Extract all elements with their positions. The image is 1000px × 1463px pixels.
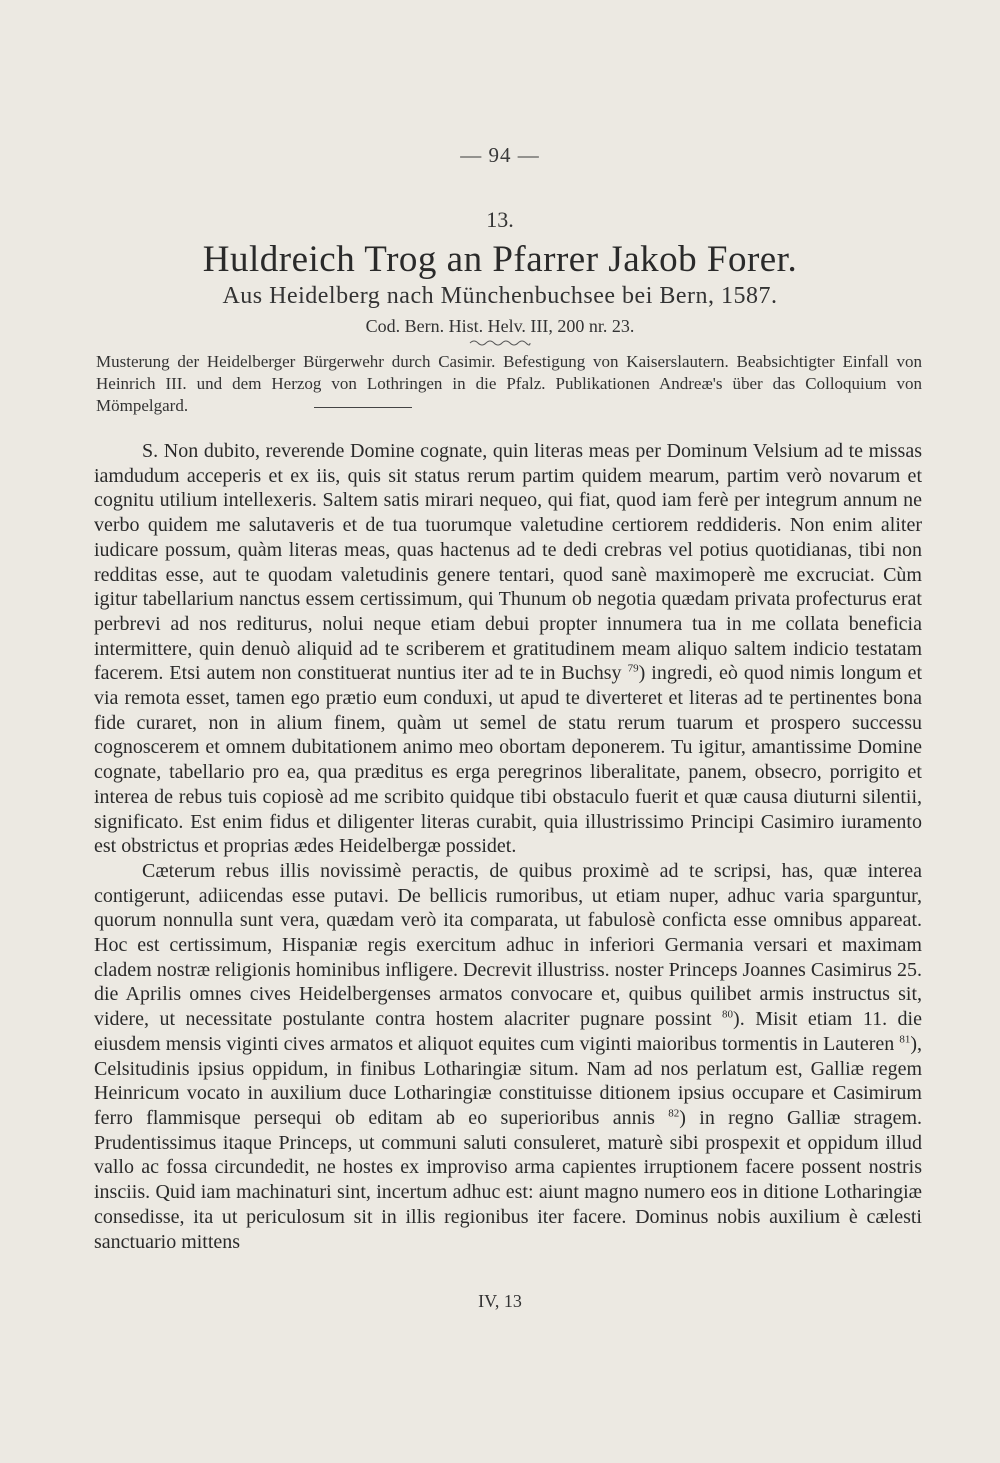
summary-text: Musterung der Heidelberger Bürgerwehr durch Casimir. Befestigung von Kaiserslautern. Beabsichtigter Einfall von Heinrich III. und dem Herzog von Lothringen in die Pfalz. Publikationen Andreæ's über das Colloquium von Mömpelgard. xyxy=(96,352,922,415)
signature-mark: IV, 13 xyxy=(478,1291,522,1311)
letter-subtitle: Aus Heidelberg nach Münchenbuchsee bei Bern, 1587. xyxy=(222,283,778,309)
page-number: — 94 — xyxy=(460,143,540,167)
summary-divider xyxy=(314,407,412,408)
body-paragraph: S. Non dubito, reverende Domine cognate, quin literas meas per Dominum Velsium ad te missas iamdudum acceperis et ex iis, quis sit status rerum partim quidem mearum, partim verò novarum et cognitu utilium intellexeris. Saltem satis mirari nequeo, qui fiat, quod iam ferè per integrum annum ne verbo quidem me salutaveris et de tua tuorumque valetudine certiorem reddideris. Non enim aliter iudicare possum, quàm literas meas, quas hactenus ad te dedi crebras vel potius quotidianas, tibi non redditas esse, aut te quodam valetudinis genere tentari, quod sanè maximoperè me excruciat. Cùm igitur tabellarium nanctus essem certissimum, qui Thunum ob negotia quædam privata profecturus erat perbrevi ad nos rediturus, nolui neque etiam debui propter innumera tua in me collata beneficia intermittere, quin denuò aliquid ad te scriberem et gratitudinem meam aliquo saltem indicio testatam facerem. Etsi autem non constituerat nuntius iter ad te in Buchsy $^{79}$) ingredi, eò quod nimis longum et via remota esset, tamen ego prætio eum conduxi, ut apud te diverteret et literas ad te pertinentes bona fide curaret, non in alium finem, quàm ut semel de statu rerum tuarum et prospero successu cognoscerem et omnem dubitationem animo meo obortam deponerem. Tu igitur, amantissime Domine cognate, tabellario pro ea, qua præditus es erga peregrinos liberalitate, panem, obsecro, porrigito et interea de rebus tuis copiosè ad me scribito quidque tibi obstaculo fuerit et quæ causa diuturni silentii, significato. Est enim fidus et diligenter literas curabit, quia illustrissimo Principi Casimiro iuramento est obstrictus et proprias ædes Heidelbergæ possidet. xyxy=(94,440,923,858)
footnote-ref: 82 xyxy=(668,1107,680,1120)
body-paragraph: Cæterum rebus illis novissimè peractis, de quibus proximè ad te scripsi, has, quæ interea contigerunt, adiicendas esse putavi. De bellicis rumoribus, ut etiam nuper, adhuc varia sparguntur, quorum nonnulla sunt vera, quædam verò ita comparata, ut fabulosè conficta esse omnibus appareat. Hoc est certissimum, Hispaniæ regis exercitum adhuc in inferiori Germania versari et maximam cladem nostræ religionis hominibus infligere. Decrevit illustriss. noster Princeps Joannes Casimirus 25. die Aprilis omnes cives Heidelbergenses armatos convocare et, quibus quilibet armis instructus sit, videre, ut necessitate postulante contra hostem alacriter pugnare possint $^{80}$). Misit etiam 11. die eiusdem mensis viginti cives armatos et aliquot equites cum viginti maioribus tormentis in Lauteren $^{81}$), Celsitudinis ipsius oppidum, in finibus Lotharingiæ situm. Nam ad nos perlatum est, Galliæ regem Heinricum vocato in auxilium duce Lotharingiæ constituisse ditionem ipsius occupare et Casimirum ferro flammisque persequi ob editam ab eo superioribus annis $^{82}$) in regno Galliæ stragem. Prudentissimus itaque Princeps, ut communi saluti consuleret, maturè sibi prospexit et oppidum illud vallo ac fossa circundedit, ne hostes ex improviso arma capientes irruptionem facere possent nostris insciis. Quid iam machinaturi sint, incertum adhuc est: aiunt magno numero eos in ditione Lotharingiæ consedisse, ita ut periculosum sit in illis regionibus iter facere. Dominus nobis auxilium è cælesti sanctuario mittens xyxy=(94,859,923,1253)
document-number: 13. xyxy=(486,207,514,232)
ornament-divider xyxy=(468,338,532,348)
footnote-ref: 81 xyxy=(899,1033,911,1046)
letter-title: Huldreich Trog an Pfarrer Jakob Forer. xyxy=(202,239,798,280)
source-reference: Cod. Bern. Hist. Helv. III, 200 nr. 23. xyxy=(365,316,635,336)
footnote-ref: 79 xyxy=(627,662,639,675)
summary-paragraph xyxy=(96,351,922,417)
letter-body xyxy=(94,439,922,1254)
footnote-ref: 80 xyxy=(722,1008,734,1021)
